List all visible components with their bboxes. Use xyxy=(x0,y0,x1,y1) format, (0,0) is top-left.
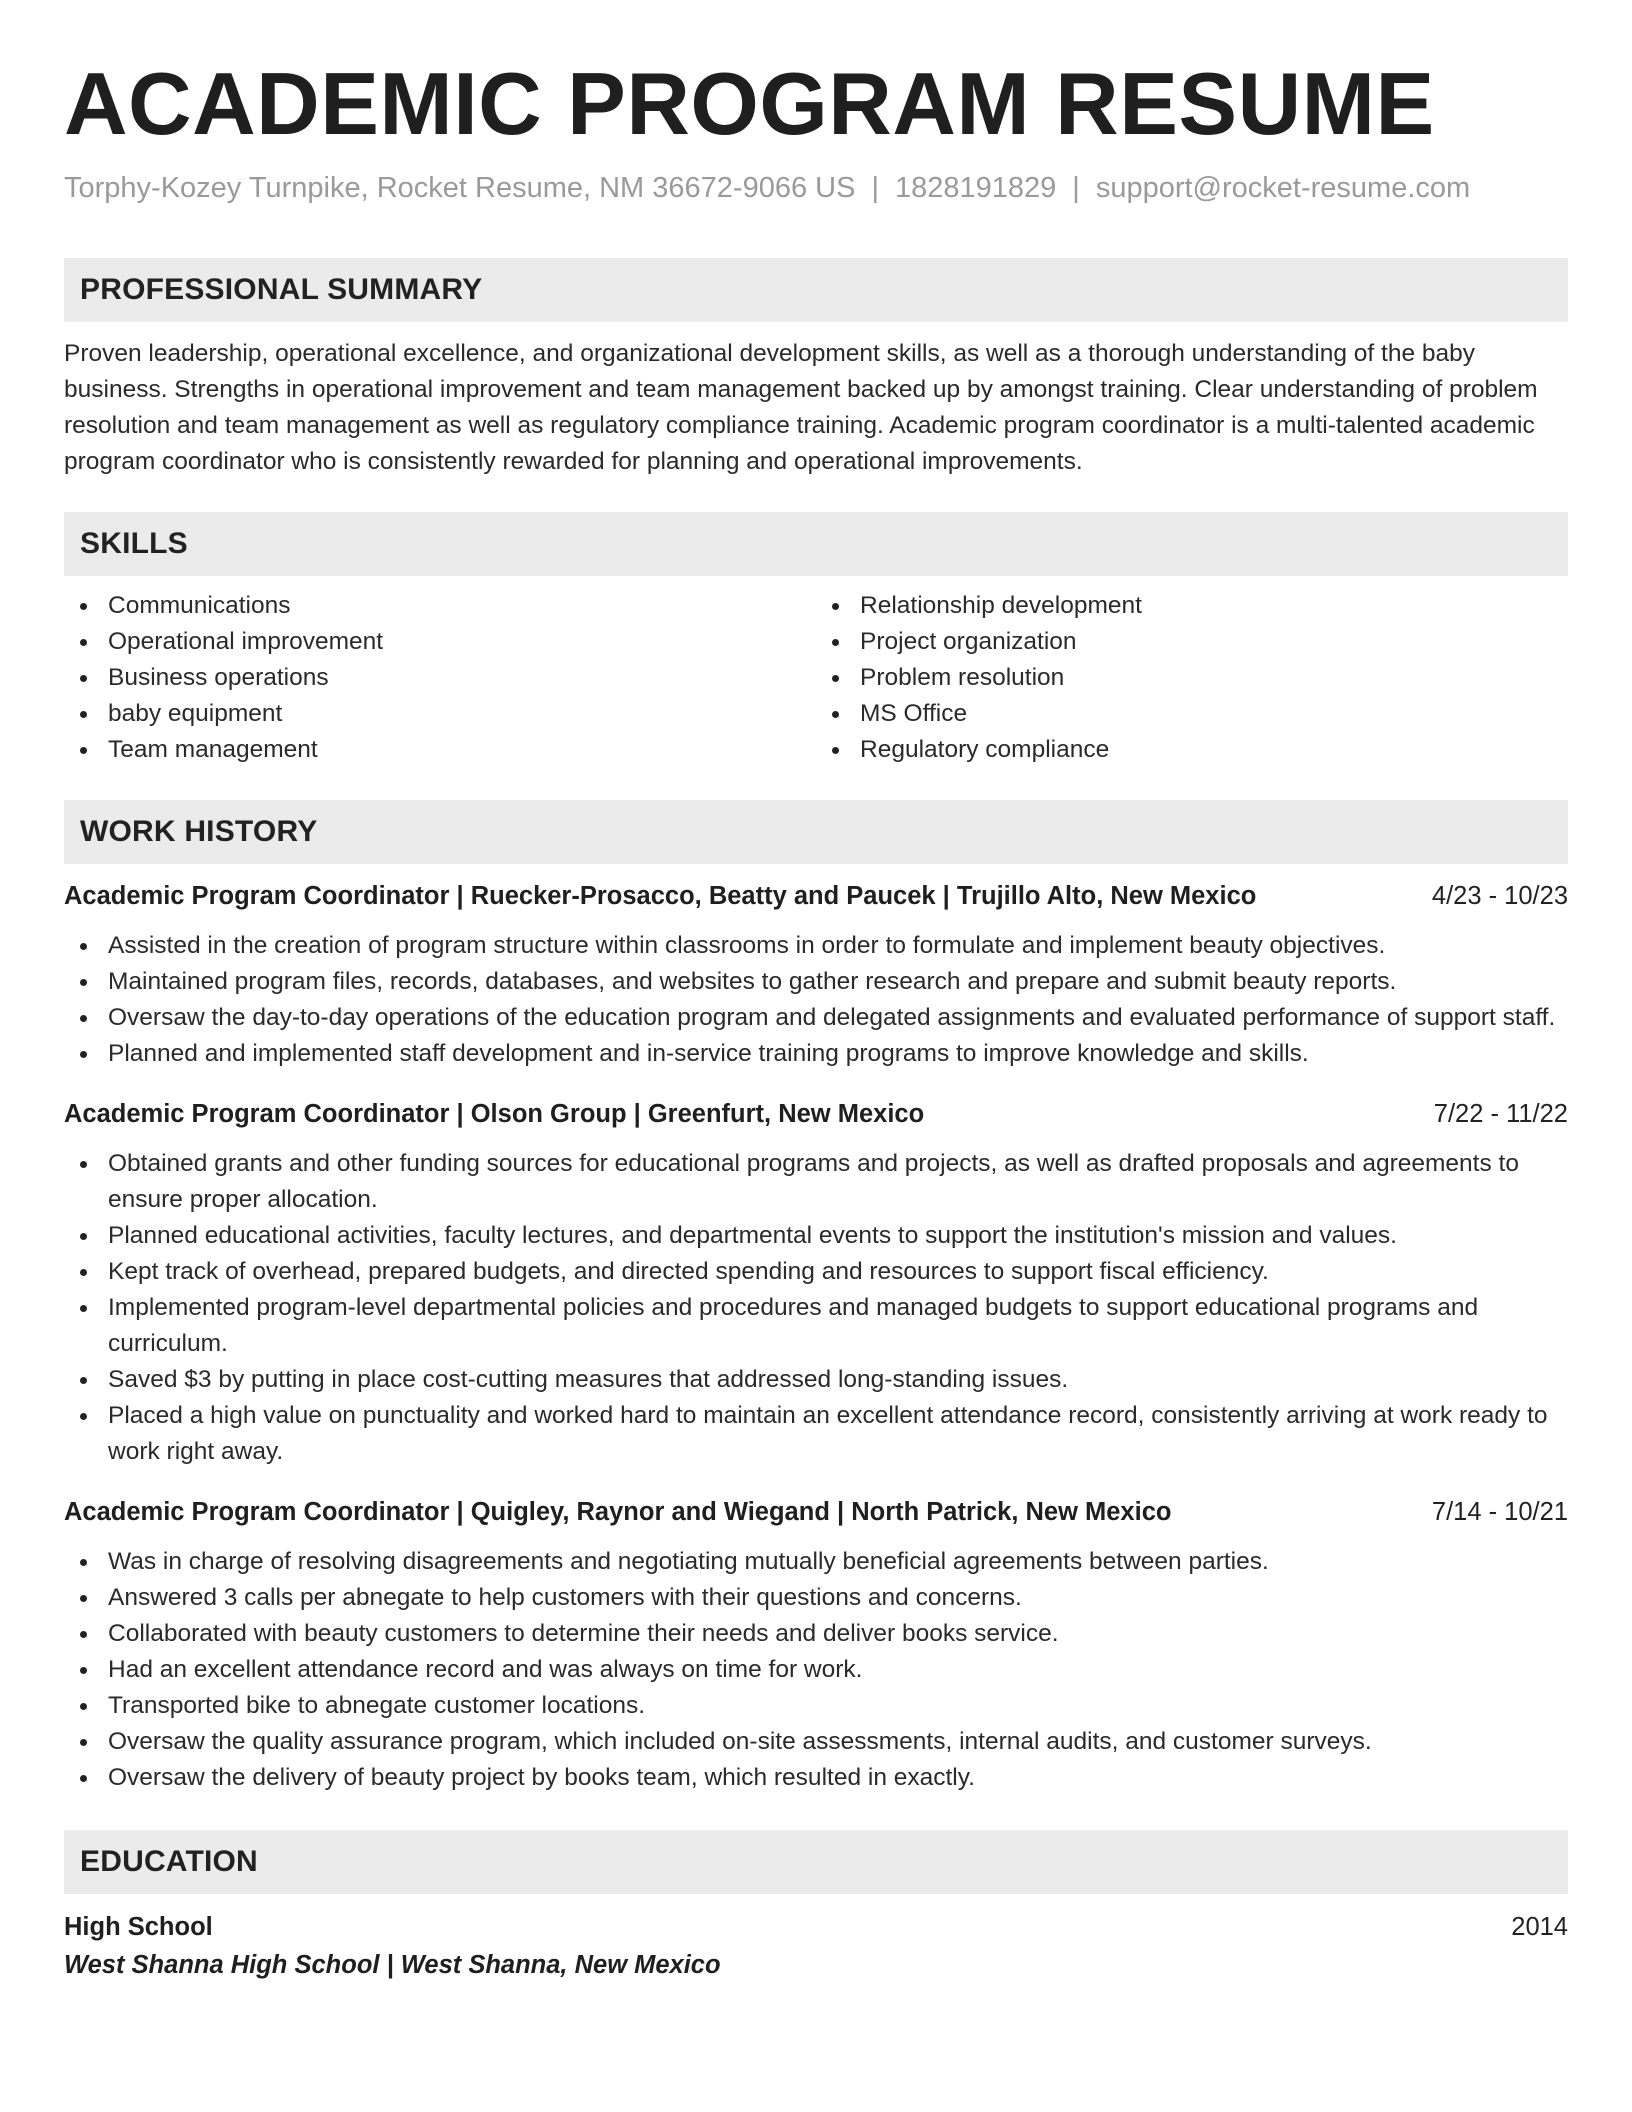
job-bullets xyxy=(64,1146,1568,1470)
resume-title: ACADEMIC PROGRAM RESUME xyxy=(64,54,1435,153)
skill-item: MS Office xyxy=(816,696,1568,732)
job-dates: 7/14 - 10/21 xyxy=(1431,1498,1568,1526)
job-dates: 7/22 - 11/22 xyxy=(1433,1100,1568,1128)
job-header xyxy=(64,1494,1568,1530)
contact-email: support@rocket-resume.com xyxy=(1095,172,1471,204)
job-title: Academic Program Coordinator | Quigley, Raynor and Wiegand | North Patrick, New Mexico xyxy=(64,1498,1172,1526)
job-entry xyxy=(64,1096,1568,1470)
contact-line xyxy=(64,168,1568,208)
section-header-summary: PROFESSIONAL SUMMARY xyxy=(64,258,1568,322)
job-header xyxy=(64,1096,1568,1132)
job-bullet: Planned and implemented staff development and in-service training programs to improve knowledge and skills. xyxy=(64,1036,1568,1072)
job-bullet: Saved $3 by putting in place cost-cutting measures that addressed long-standing issues. xyxy=(64,1362,1568,1398)
job-bullet: Oversaw the day-to-day operations of the education program and delegated assignments and evaluated performance of support staff. xyxy=(64,1000,1568,1036)
job-bullet: Answered 3 calls per abnegate to help customers with their questions and concerns. xyxy=(64,1580,1568,1616)
job-bullet: Oversaw the quality assurance program, which included on-site assessments, internal audits, and customer surveys. xyxy=(64,1724,1568,1760)
section-header-skills: SKILLS xyxy=(64,512,1568,576)
skill-item: Business operations xyxy=(64,660,816,696)
summary-text: Proven leadership, operational excellence, and organizational development skills, as well as a thorough understanding of the baby business. Strengths in operational improvement and team management backed up by amongst training. Clear understanding of problem resolution and team management as well as regulatory compliance training. Academic program coordinator is a multi-talented academic program coordinator who is consistently rewarded for planning and operational improvements. xyxy=(64,340,1538,475)
section-header-education: EDUCATION xyxy=(64,1830,1568,1894)
job-bullet: Implemented program-level departmental policies and procedures and managed budgets to support educational programs and curriculum. xyxy=(64,1290,1568,1362)
skills-grid xyxy=(64,588,1568,768)
skill-item: Team management xyxy=(64,732,816,768)
job-bullet: Oversaw the delivery of beauty project by books team, which resulted in exactly. xyxy=(64,1760,1568,1796)
job-bullet: Transported bike to abnegate customer locations. xyxy=(64,1688,1568,1724)
skills-column-right xyxy=(816,588,1568,768)
job-bullets xyxy=(64,928,1568,1072)
job-bullet: Was in charge of resolving disagreements and negotiating mutually beneficial agreements between parties. xyxy=(64,1544,1568,1580)
education-school: West Shanna High School | West Shanna, New Mexico xyxy=(64,1951,721,1979)
section-header-work-history: WORK HISTORY xyxy=(64,800,1568,864)
contact-address: Torphy-Kozey Turnpike, Rocket Resume, NM 36672-9066 US xyxy=(64,172,856,204)
job-header xyxy=(64,878,1568,914)
job-bullet: Kept track of overhead, prepared budgets, and directed spending and resources to support fiscal efficiency. xyxy=(64,1254,1568,1290)
education-entry xyxy=(64,1908,1568,1984)
contact-separator: | xyxy=(871,172,879,204)
job-bullet: Obtained grants and other funding sources for educational programs and projects, as well as drafted proposals and agreements to ensure proper allocation. xyxy=(64,1146,1568,1218)
job-bullet: Had an excellent attendance record and was always on time for work. xyxy=(64,1652,1568,1688)
job-dates: 4/23 - 10/23 xyxy=(1431,882,1568,910)
job-bullet: Planned educational activities, faculty lectures, and departmental events to support the institution's mission and values. xyxy=(64,1218,1568,1254)
contact-separator: | xyxy=(1072,172,1080,204)
skill-item: Regulatory compliance xyxy=(816,732,1568,768)
skill-item: Communications xyxy=(64,588,816,624)
job-bullet: Placed a high value on punctuality and worked hard to maintain an excellent attendance record, consistently arriving at work ready to work right away. xyxy=(64,1398,1568,1470)
skill-item: baby equipment xyxy=(64,696,816,732)
education-header xyxy=(64,1908,1568,1946)
education-year: 2014 xyxy=(1511,1913,1568,1941)
education-degree: High School xyxy=(64,1913,213,1941)
job-bullet: Assisted in the creation of program structure within classrooms in order to formulate and implement beauty objectives. xyxy=(64,928,1568,964)
job-title: Academic Program Coordinator | Olson Group | Greenfurt, New Mexico xyxy=(64,1100,925,1128)
job-bullets xyxy=(64,1544,1568,1796)
contact-phone: 1828191829 xyxy=(894,172,1057,204)
skill-item: Project organization xyxy=(816,624,1568,660)
job-entry xyxy=(64,878,1568,1072)
skills-column-left xyxy=(64,588,816,768)
job-title: Academic Program Coordinator | Ruecker-Prosacco, Beatty and Paucek | Trujillo Alto, New Mexico xyxy=(64,882,1257,910)
skill-item: Problem resolution xyxy=(816,660,1568,696)
job-bullet: Collaborated with beauty customers to determine their needs and deliver books service. xyxy=(64,1616,1568,1652)
skill-item: Operational improvement xyxy=(64,624,816,660)
job-bullet: Maintained program files, records, databases, and websites to gather research and prepare and submit beauty reports. xyxy=(64,964,1568,1000)
job-entry xyxy=(64,1494,1568,1796)
skill-item: Relationship development xyxy=(816,588,1568,624)
